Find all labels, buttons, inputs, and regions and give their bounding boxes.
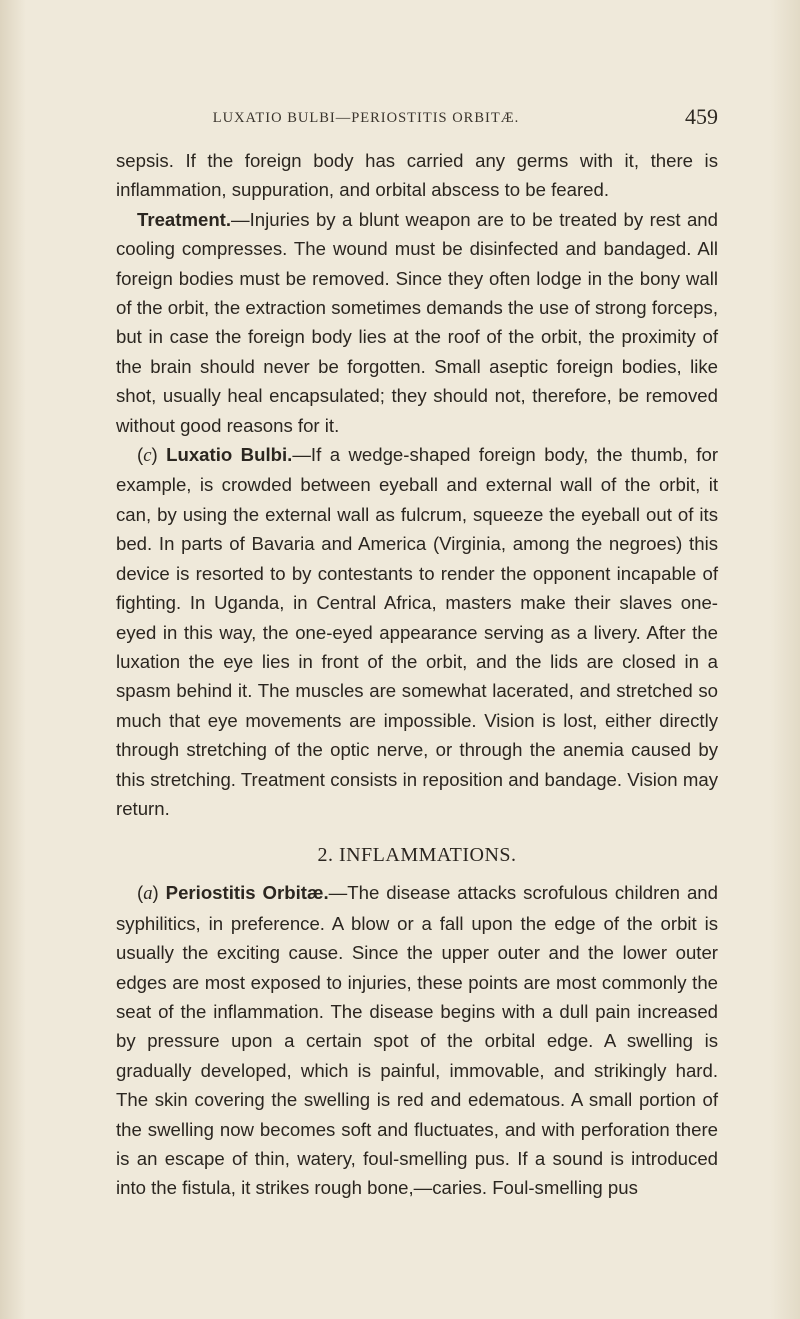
periostitis-heading: Periostitis Orbitæ.: [165, 882, 329, 904]
treatment-heading: Treatment.: [137, 208, 232, 230]
running-head: LUXATIO BULBI—PERIOSTITIS ORBITÆ.: [212, 110, 520, 126]
section-heading-inflammations: 2. INFLAMMATIONS.: [317, 844, 517, 867]
periostitis-text: —The disease attacks scrofulous children and syphilitics, in preference. A blow or a fall upon the edge of the orbit is usually the exciting cause. Since the upper outer and the lower outer edges are most exposed to injuries, these points are most commonly the seat of the inflammation. The disease begins with a dull pain increased by pressure upon a certain spot of the orbital edge. A swelling is gradually developed, which is painful, immovable, and strikingly hard. The skin covering the swelling is red and edematous. A small portion of the swelling now becomes soft and fluctuates, and with perforation there is an escape of thin, watery, foul-smelling pus. If a sound is introduced into the fistula, it strikes rough bone,—caries. Foul-smelling pus: [116, 882, 718, 1199]
luxatio-heading: Luxatio Bulbi.: [166, 444, 293, 466]
luxatio-text: —If a wedge-shaped foreign body, the thumb, for example, is crowded between eyeball and external wall of the orbit, it can, by using the external wall as fulcrum, squeeze the eyeball out of its bed. In parts of Bavaria and America (Virginia, among the negroes) this device is resorted to by contestants to render the opponent incapable of fighting. In Uganda, in Central Africa, masters make their slaves one-eyed in this way, the one-eyed appearance serving as a livery. After the luxation the eye lies in front of the orbit, and the lids are closed in a spasm behind it. The muscles are somewhat lacerated, and stretched so much that eye movements are impossible. Vision is lost, either directly through stretching of the optic nerve, or through the anemia caused by this stretching. Treatment consists in reposition and bandage. Vision may return.: [116, 444, 719, 819]
luxatio-label: c: [143, 445, 152, 467]
page-header: [116, 104, 718, 134]
body-text: [116, 146, 718, 1203]
periostitis-close-paren: ): [152, 882, 159, 904]
paragraph-sepsis-text: sepsis. If the foreign body has carried any germs with it, there is inflammation, suppuration, and orbital abscess to be feared.: [116, 150, 718, 201]
luxatio-open-paren: (: [137, 444, 144, 466]
paragraph-periostitis: [116, 878, 718, 1202]
paragraph-treatment: [116, 205, 718, 440]
paragraph-sepsis: [116, 146, 718, 205]
luxatio-close-paren: ): [151, 444, 158, 466]
page-number: 459: [685, 104, 718, 129]
paragraph-luxatio-bulbi: [116, 440, 718, 823]
periostitis-open-paren: (: [137, 882, 144, 904]
treatment-text: —Injuries by a blunt weapon are to be treated by rest and cooling compresses. The wound must be disinfected and bandaged. All foreign bodies must be removed. Since they often lodge in the bony wall of the orbit, the extraction sometimes demands the use of strong forceps, but in case the foreign body lies at the roof of the orbit, the proximity of the brain should never be forgotten. Small aseptic foreign bodies, like shot, usually heal encapsulated; they should not, therefore, be removed without good reasons for it.: [116, 208, 718, 436]
periostitis-label: a: [143, 883, 153, 905]
